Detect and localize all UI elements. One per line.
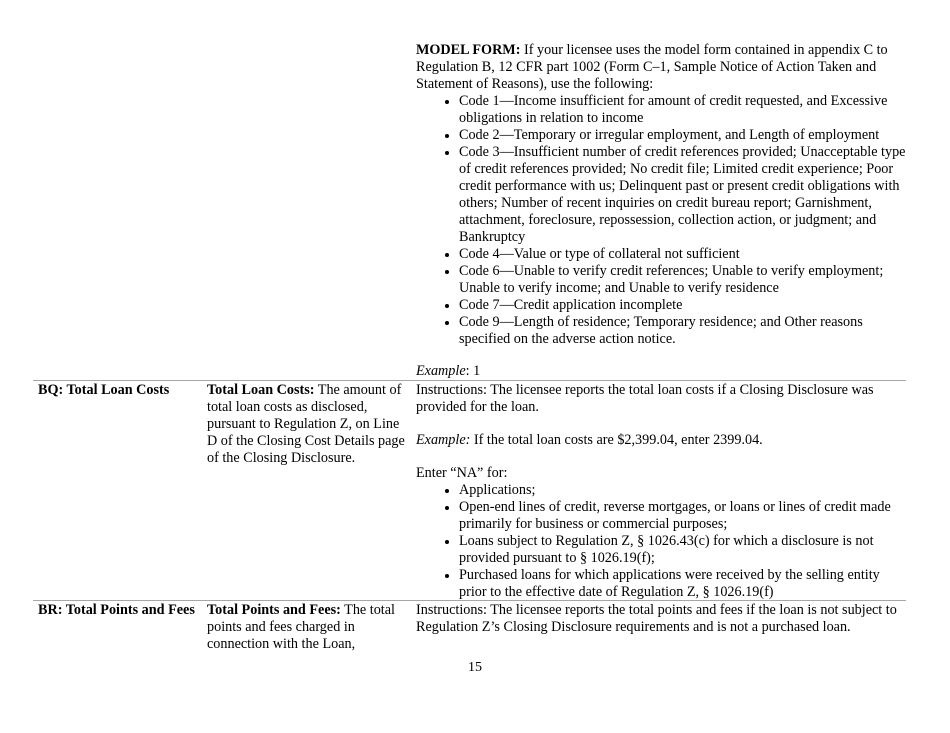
definition-label: Total Loan Costs: — [207, 382, 315, 398]
field-definition — [207, 382, 407, 467]
na-item: • Open-end lines of credit, reverse mortgages, or loans or lines of credit made primarily for business or commercial purposes; — [459, 499, 906, 533]
example-label: Example: — [416, 432, 471, 448]
definition-label: Total Points and Fees: — [207, 602, 341, 618]
field-instructions — [416, 382, 906, 601]
example-text: If the total loan costs are $2,399.04, enter 2399.04. — [470, 432, 763, 448]
definition-text: The total points and fees charged in connection with the Loan, — [207, 602, 395, 652]
field-definition — [207, 602, 407, 653]
instructions-text: Instructions: The licensee reports the total points and fees if the loan is not subject to Regulation Z’s Closing Disclosure requirements and is not a purchased loan. — [416, 602, 897, 635]
instructions-example — [416, 432, 906, 449]
code-item: • Code 4—Value or type of collateral not sufficient — [459, 246, 906, 263]
example-label: Example — [416, 363, 466, 379]
field-name: BR: Total Points and Fees — [38, 602, 195, 618]
field-instructions — [416, 602, 906, 636]
code-item: • Code 7—Credit application incomplete — [459, 297, 906, 314]
na-item: • Applications; — [459, 482, 906, 499]
field-name: BQ: Total Loan Costs — [38, 382, 170, 398]
code-item: • Code 9—Length of residence; Temporary residence; and Other reasons specified on the adverse action notice. — [459, 314, 906, 348]
model-form-example — [416, 363, 480, 380]
code-item: • Code 6—Unable to verify credit references; Unable to verify employment; Unable to verify income; and Unable to verify residence — [459, 263, 906, 297]
na-item: • Loans subject to Regulation Z, § 1026.43(c) for which a disclosure is not provided pursuant to § 1026.19(f); — [459, 533, 906, 567]
model-form-intro — [416, 42, 906, 93]
row-divider — [33, 600, 906, 601]
definition-text: The amount of total loan costs as disclosed, pursuant to Regulation Z, on Line D of the Closing Cost Details page of the Closing Disclosure. — [207, 382, 405, 466]
example-value: : 1 — [465, 363, 481, 379]
row-divider — [33, 380, 906, 381]
instructions-text: Instructions: The licensee reports the total loan costs if a Closing Disclosure was provided for the loan. — [416, 382, 874, 415]
model-form-label: MODEL FORM: — [416, 42, 521, 58]
page-number: 15 — [468, 660, 482, 675]
model-form-intro-text: If your licensee uses the model form contained in appendix C to Regulation B, 12 CFR part 1002 (Form C–1, Sample Notice of Action Taken and Statement of Reasons), use the following: — [416, 42, 888, 92]
code-item: • Code 2—Temporary or irregular employment, and Length of employment — [459, 127, 906, 144]
code-item: • Code 1—Income insufficient for amount of credit requested, and Excessive obligations in relation to income — [459, 93, 906, 127]
na-list — [416, 482, 906, 601]
model-form-code-list — [416, 93, 906, 348]
na-item: • Purchased loans for which applications were received by the selling entity prior to the effective date of Regulation Z, § 1026.19(f) — [459, 567, 906, 601]
code-item: • Code 3—Insufficient number of credit references provided; Unacceptable type of credit references provided; No credit file; Limited credit experience; Poor credit performance with us; Delinquent past or present credit obligations with others; Number of recent inquiries on credit bureau report; Garnishment, attachment, foreclosure, repossession, collection action, or judgment; and Bankruptcy — [459, 144, 906, 246]
model-form-section — [416, 42, 906, 348]
na-intro: Enter “NA” for: — [416, 465, 508, 481]
